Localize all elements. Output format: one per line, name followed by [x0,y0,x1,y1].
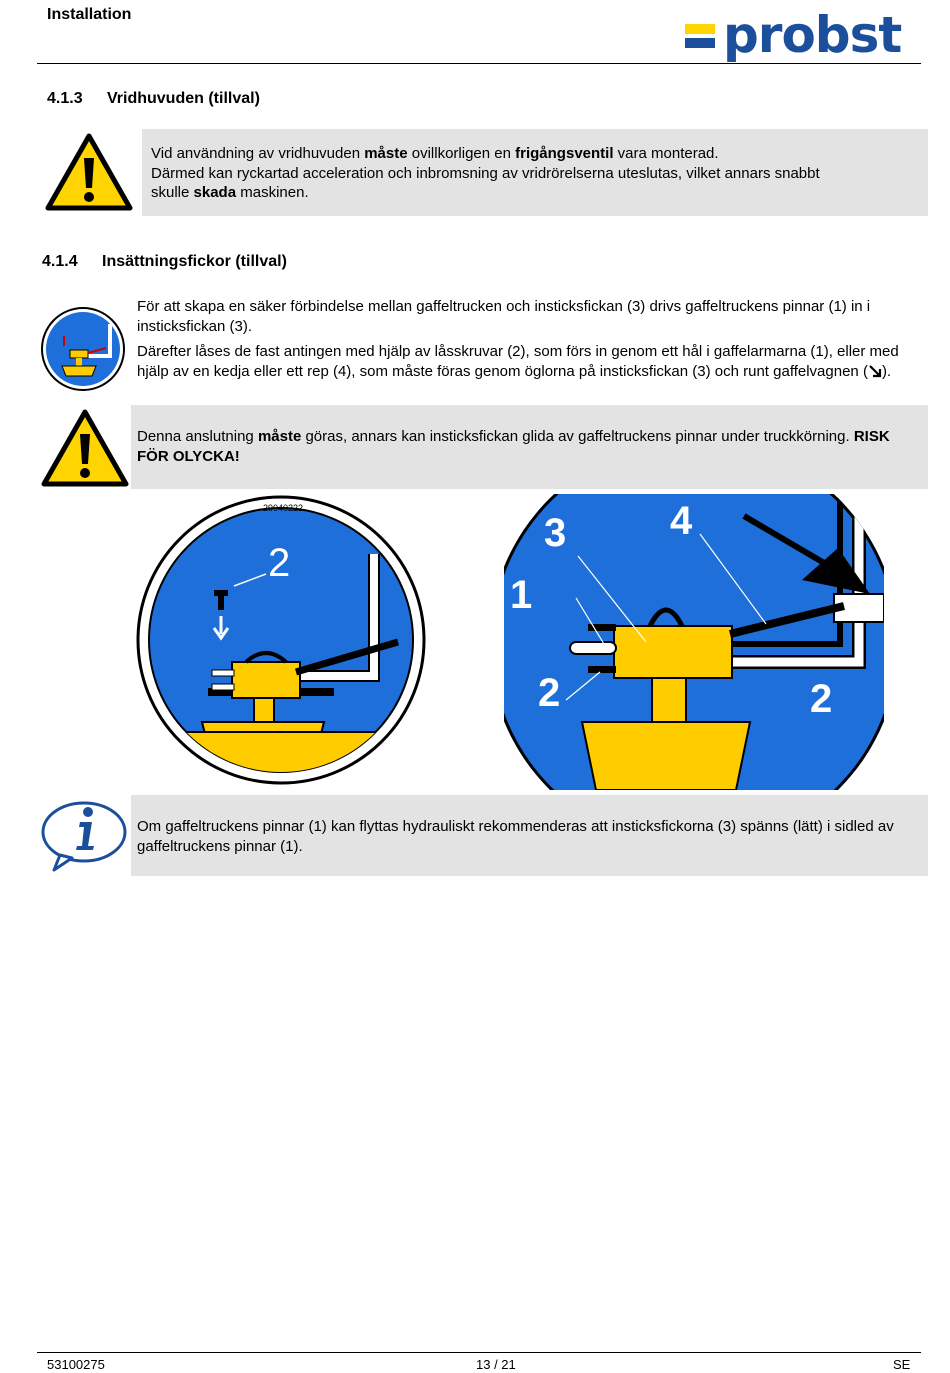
figure-code: 29040222 [263,503,304,513]
paragraph-1: För att skapa en säker förbindelse mellan gaffeltrucken och insticksfickan (3) drivs gaffeltruckens pinnar (1) in i insticksfickan (3). [137,298,871,335]
info-bubble-icon [40,800,128,872]
warning-box-413 [142,129,928,216]
warning-triangle-icon [44,132,134,212]
footer-rule [37,1352,921,1353]
footer-doc-number: 53100275 [47,1357,105,1372]
arrow-down-right-icon [868,364,882,378]
section-413-title: Vridhuvuden (tillval) [107,90,260,107]
label-1: 1 [510,573,533,617]
insertion-pocket-pictogram-icon [40,306,126,392]
label-2-right: 2 [810,677,833,721]
warning-text-414: Denna anslutning måste göras, annars kan insticksfickan glida av gaffeltruckens pinnar under truckkörning. RISK FÖR OLYCKA! [137,428,890,465]
figure-chain-rope [504,494,884,790]
section-414-number: 4.1.4 [42,253,78,270]
page-header-title: Installation [47,6,132,23]
section-413-heading [47,90,260,108]
section-414-heading [42,253,287,271]
paragraph-2: Därefter låses de fast antingen med hjälp av låsskruvar (2), som förs in genom ett hål i gaffelarmarna (1), eller med hjälp av en kedja eller ett rep (4), som måste föras genom öglorna på insticksfickan (3) och runt gaffelvagnen ( ). [137,343,899,380]
warning-text-413: Vid användning av vridhuvuden måste ovillkorligen en frigångsventil vara monterad. Därmed kan ryckartad acceleration och inbromsning av vridrörelserna uteslutas, vilket annars snabbt skulle skada maskinen. [151,145,820,202]
probst-logo [683,10,915,62]
info-box [131,795,928,876]
warning-box-414 [131,405,928,489]
label-2: 2 [268,541,291,585]
footer-page-number: 13 / 21 [476,1357,516,1372]
label-2-left: 2 [538,671,561,715]
info-text: Om gaffeltruckens pinnar (1) kan flyttas hydrauliskt rekommenderas att insticksfickorna (3) spänns (lätt) i sidled av gaffeltruckens pinnar (1). [137,818,894,855]
figure-locking-screw [136,494,426,786]
footer-language: SE [893,1357,911,1372]
section-414-title: Insättningsfickor (tillval) [102,253,287,270]
logo-wordmark: probst [723,10,902,62]
label-3: 3 [544,511,567,555]
section-413-number: 4.1.3 [47,90,83,107]
header-rule [37,63,921,64]
warning-triangle-icon [40,408,130,488]
label-4: 4 [670,499,693,543]
